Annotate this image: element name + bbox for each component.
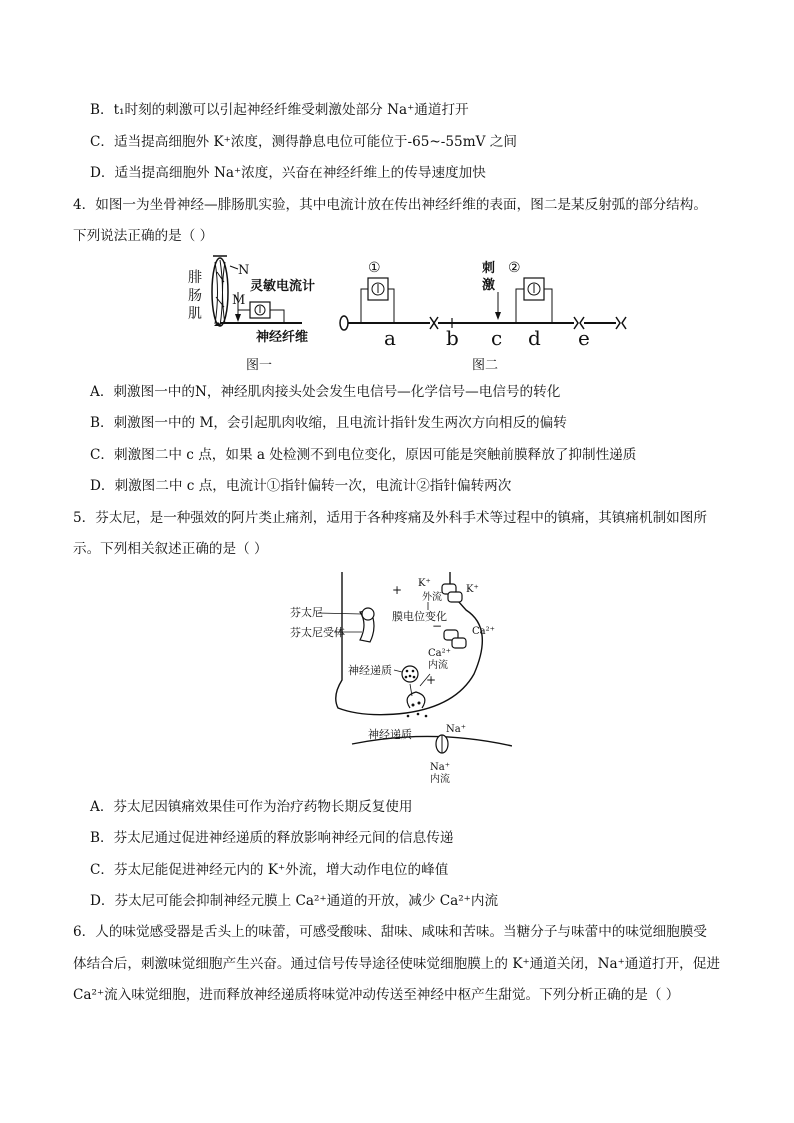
figure1-nerve-muscle: [188, 256, 315, 373]
point-d-label: d: [528, 326, 541, 350]
fentanyl-molecule: [362, 608, 374, 620]
fentanyl-receptor-label: 芬太尼受体: [290, 626, 345, 639]
synapse-1: [430, 317, 438, 329]
muscle-label-2: 肠: [188, 288, 202, 304]
q6-stem-line2: 体结合后，刺激味觉细胞产生兴奋。通过信号传导途径使味觉细胞膜上的 K⁺通道关闭，Na⁺通道打开，促进: [73, 956, 720, 972]
q6-stem-line3: Ca²⁺流入味觉细胞，进而释放神经递质将味觉冲动传送至神经中枢产生甜觉。下列分析正确的是（ ）: [73, 987, 680, 1003]
neurotransmitter-label-2: 神经递质: [368, 728, 412, 741]
neurotransmitter-label-1: 神经递质: [348, 664, 392, 677]
stimulus-label-2: 激: [482, 278, 496, 293]
q3-option-b: B．t₁时刻的刺激可以引起神经纤维受刺激处部分 Na⁺通道打开: [90, 102, 469, 118]
point-n-label: N: [238, 263, 250, 278]
ca-ion-label-1: Ca²⁺: [472, 626, 495, 637]
vesicle-fusion: [407, 692, 425, 708]
plus-sign-2: +: [426, 673, 437, 687]
na-ion-label-2: Na⁺: [430, 762, 450, 773]
q5-stem-line2: 示。下列相关叙述正确的是（ ）: [73, 541, 268, 557]
fentanyl-label: 芬太尼: [290, 606, 323, 619]
plus-sign-1: +: [392, 583, 403, 597]
stimulus-label-1: 刺: [482, 261, 496, 276]
q4-stem-line1: 4．如图一为坐骨神经—腓肠肌实验，其中电流计放在传出神经纤维的表面，图二是某反射弧的部分结构。: [73, 197, 707, 213]
point-m-label: M: [232, 293, 246, 308]
nerve-fiber-label: 神经纤维: [256, 330, 309, 345]
q4-option-c: C．刺激图二中 c 点，如果 a 处检测不到电位变化，原因可能是突触前膜释放了抑制性递质: [90, 447, 637, 463]
point-a-label: a: [384, 326, 396, 350]
k-ion-label-2: K⁺: [466, 584, 479, 595]
membrane-potential-label: 膜电位变化: [392, 610, 447, 623]
synaptic-vesicle: [402, 666, 418, 682]
q5-option-b: B．芬太尼通过促进神经递质的释放影响神经元间的信息传递: [90, 830, 454, 846]
q4-option-b: B．刺激图一中的 M，会引起肌肉收缩，且电流计指针发生两次方向相反的偏转: [90, 415, 567, 431]
q5-option-d: D．芬太尼可能会抑制神经元膜上 Ca²⁺通道的开放，减少 Ca²⁺内流: [90, 893, 499, 909]
q4-option-d: D．刺激图二中 c 点，电流计①指针偏转一次，电流计②指针偏转两次: [90, 478, 512, 494]
k-outflow-label: 外流: [422, 592, 442, 603]
figure2-caption: 图二: [472, 358, 499, 373]
q4-stem-line2: 下列说法正确的是（ ）: [73, 228, 214, 244]
galvanometer-label: 灵敏电流计: [250, 279, 316, 294]
ca-ion-label-2: Ca²⁺: [428, 648, 451, 659]
k-ion-label-1: K⁺: [418, 578, 431, 589]
q5-option-a: A．芬太尼因镇痛效果佳可作为治疗药物长期反复使用: [90, 799, 413, 815]
q3-option-c: C．适当提高细胞外 K⁺浓度，测得静息电位可能位于-65~-55mV 之间: [90, 134, 517, 150]
galvanometer-2-label: ②: [508, 260, 521, 276]
galvanometer-1-label: ①: [368, 260, 381, 276]
figure2-reflex-arc: [340, 260, 626, 373]
na-inflow-label: 内流: [430, 774, 450, 785]
synapse-3: [616, 317, 626, 329]
ca-inflow-label: 内流: [428, 660, 448, 671]
point-c-label: c: [491, 326, 503, 350]
q6-stem-line1: 6．人的味觉感受器是舌头上的味蕾，可感受酸味、甜味、咸味和苦味。当糖分子与味蕾中的味觉细胞膜受: [73, 924, 707, 940]
figure1-caption: 图一: [246, 358, 273, 373]
gastrocnemius-muscle: [212, 258, 228, 326]
point-e-label: e: [578, 326, 590, 350]
q4-figure: [180, 252, 640, 374]
stimulus-arrow: [495, 312, 501, 320]
q5-option-c: C．芬太尼能促进神经元内的 K⁺外流，增大动作电位的峰值: [90, 862, 449, 878]
q4-option-a: A．刺激图一中的N，神经肌肉接头处会发生电信号—化学信号—电信号的转化: [90, 384, 561, 400]
muscle-label-1: 腓: [188, 270, 202, 286]
neuron-body: [340, 316, 348, 330]
muscle-label-3: 肌: [188, 306, 202, 322]
na-ion-label-1: Na⁺: [446, 724, 466, 735]
minus-sign: −: [432, 619, 443, 633]
point-b-label: b: [446, 326, 459, 350]
q5-stem-line1: 5．芬太尼，是一种强效的阿片类止痛剂，适用于各种疼痛及外科手术等过程中的镇痛，其镇痛机制如图所: [73, 510, 707, 526]
q3-option-d: D．适当提高细胞外 Na⁺浓度，兴奋在神经纤维上的传导速度加快: [90, 165, 486, 181]
q5-synapse-figure: [282, 568, 512, 788]
